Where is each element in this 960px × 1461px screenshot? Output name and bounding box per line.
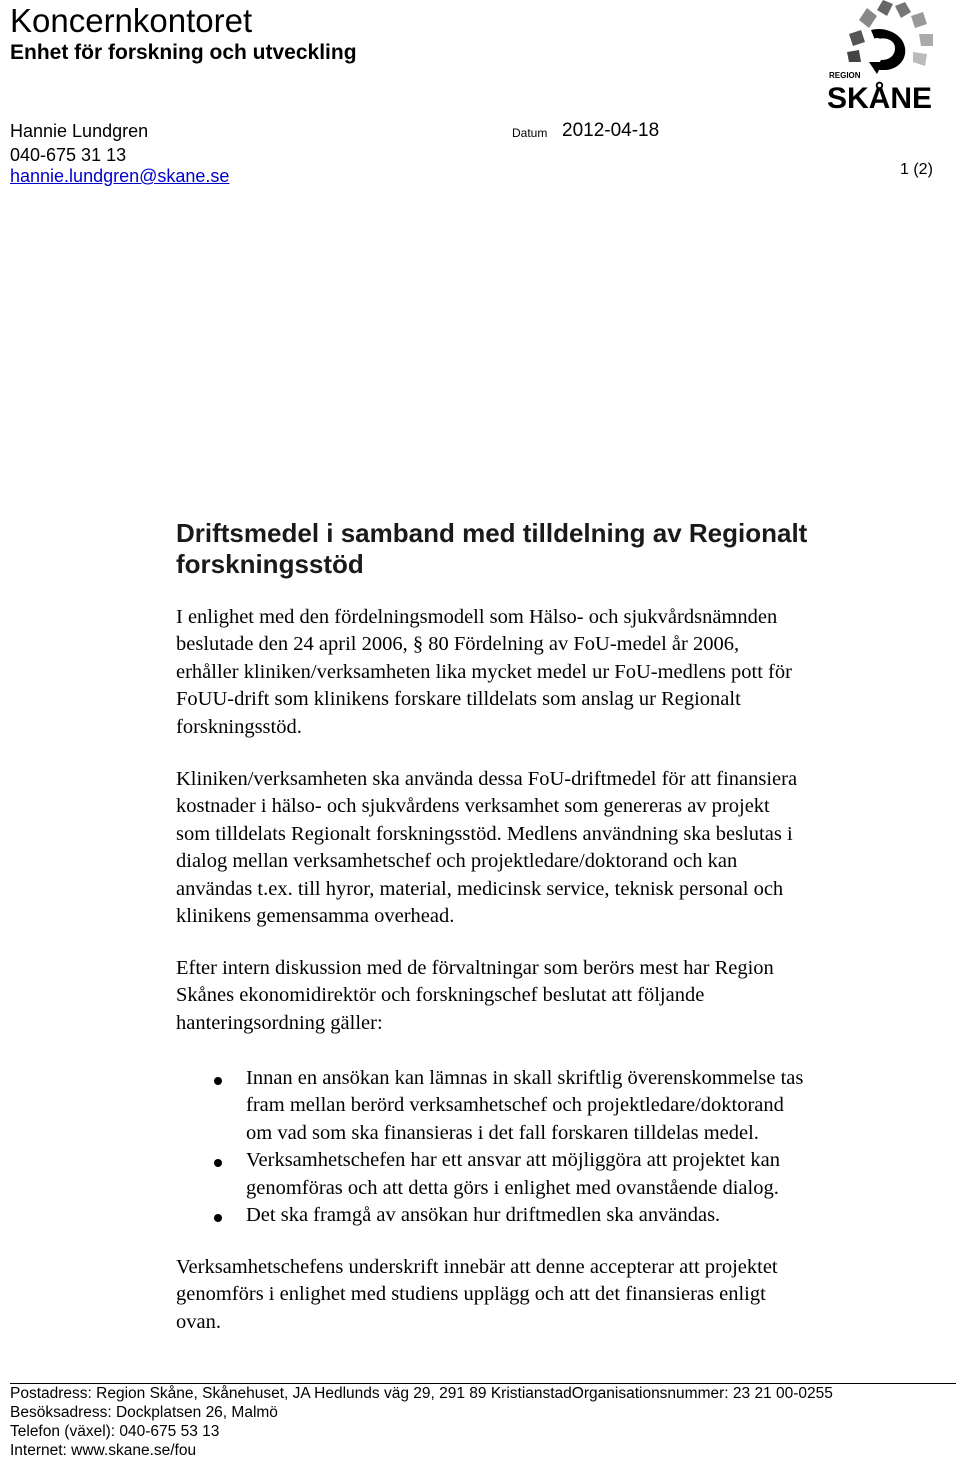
date-value: 2012-04-18 <box>562 120 660 141</box>
bullet-item <box>176 1202 803 1229</box>
logo-region-text: REGION <box>829 71 861 80</box>
bullet-list <box>176 1065 803 1229</box>
bullet-icon <box>214 1077 222 1085</box>
contact-phone: 040-675 31 13 <box>10 145 127 165</box>
bullet-item <box>176 1147 803 1202</box>
org-unit: Enhet för forskning och utveckling <box>10 41 357 64</box>
footer-postal-address: Postadress: Region Skåne, Skånehuset, JA Hedlunds väg 29, 291 89 KristianstadOrganisationsnummer: 23 21 00-0255 <box>10 1385 833 1402</box>
bullet-icon <box>214 1214 222 1222</box>
footer-phone: Telefon (växel): 040-675 53 13 <box>10 1423 220 1440</box>
contact-name: Hannie Lundgren <box>10 121 149 141</box>
paragraph-4 <box>176 1254 778 1336</box>
text-line: Efter intern diskussion med de förvaltningar som berörs mest har Region <box>176 957 774 979</box>
text-line: fram mellan berörd verksamhetschef och projektledare/doktorand <box>246 1094 784 1117</box>
date-label: Datum <box>512 126 548 140</box>
paragraph-3 <box>176 955 774 1037</box>
text-line: dialog mellan verksamhetschef och projektledare/doktorand och kan <box>176 850 738 873</box>
paragraph-2 <box>176 766 797 930</box>
logo-skane-text: SKÅNE <box>827 82 933 112</box>
region-skane-logo <box>825 0 949 112</box>
footer-website: Internet: www.skane.se/fou <box>10 1442 197 1459</box>
heading-line: Driftsmedel i samband med tilldelning av Regionalt <box>176 518 808 548</box>
bullet-item <box>176 1065 803 1147</box>
bullet-icon <box>214 1159 222 1167</box>
text-line: Verksamhetschefens underskrift innebär att denne accepterar att projektet <box>176 1256 778 1278</box>
text-line: genomföras och att detta görs i enlighet med ovanstående dialog. <box>246 1176 779 1199</box>
footer <box>10 1384 833 1460</box>
footer-visit-address: Besöksadress: Dockplatsen 26, Malmö <box>10 1404 278 1421</box>
text-line: ovan. <box>176 1310 221 1333</box>
text-line: hanteringsordning gäller: <box>176 1011 383 1034</box>
document-heading <box>176 518 876 580</box>
text-line: I enlighet med den fördelningsmodell som Hälso- och sjukvårdsnämnden <box>176 606 778 628</box>
text-line: om vad som ska finansieras i det fall forskaren tilldelas medel. <box>246 1121 759 1144</box>
text-line: Innan en ansökan kan lämnas in skall skriftlig överenskommelse tas <box>246 1067 804 1089</box>
contact-email-link[interactable]: hannie.lundgren@skane.se <box>10 166 230 186</box>
text-line: Kliniken/verksamheten ska använda dessa FoU-driftmedel för att finansiera <box>176 768 798 790</box>
text-line: Det ska framgå av ansökan hur driftmedlen ska användas. <box>246 1204 721 1227</box>
text-line: Skånes ekonomidirektör och forskningschef beslutat att följande <box>176 984 705 1007</box>
text-line: genomförs i enlighet med studiens upplägg och att det finansieras enligt <box>176 1283 766 1306</box>
paragraph-1 <box>176 604 792 741</box>
text-line: användas t.ex. till hyror, material, medicinsk service, teknisk personal och <box>176 877 784 900</box>
text-line: erhåller kliniken/verksamheten lika mycket medel ur FoU-medlens pott för <box>176 660 792 683</box>
text-line: FoUU-drift som klinikens forskare tilldelats som anslag ur Regionalt <box>176 688 741 711</box>
heading-line: forskningsstöd <box>176 549 364 579</box>
text-line: kostnader i hälso- och sjukvårdens verksamhet som genereras av projekt <box>176 795 770 818</box>
text-line: som tilldelats Regionalt forskningsstöd. Medlens användning ska beslutas i <box>176 822 793 845</box>
org-title: Koncernkontoret <box>10 2 253 39</box>
text-line: forskningsstöd. <box>176 715 302 738</box>
text-line: beslutade den 24 april 2006, § 80 Fördelning av FoU-medel år 2006, <box>176 633 740 656</box>
page-number: 1 (2) <box>900 161 933 178</box>
text-line: klinikens gemensamma overhead. <box>176 905 455 928</box>
text-line: Verksamhetschefen har ett ansvar att möjliggöra att projektet kan <box>246 1149 780 1172</box>
